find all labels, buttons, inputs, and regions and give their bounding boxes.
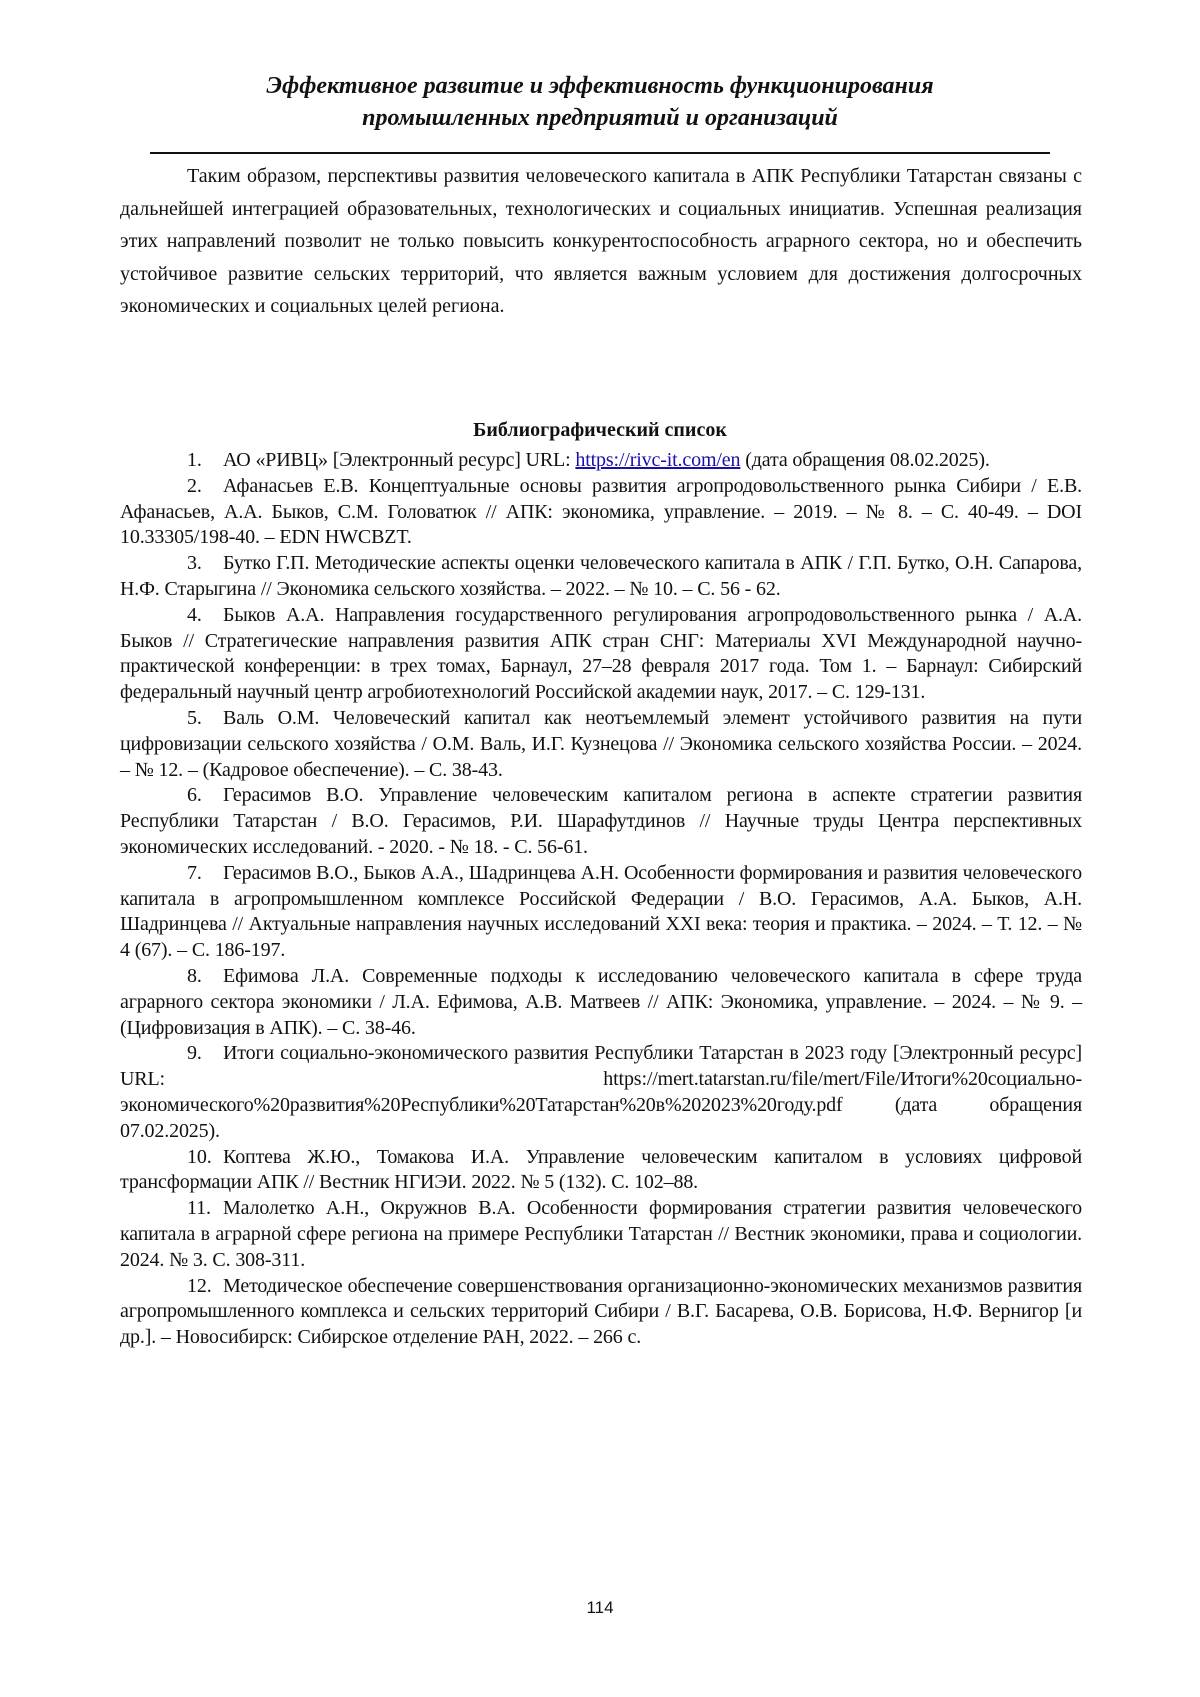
- reference-number: 2.: [187, 474, 202, 497]
- reference-text: Герасимов В.О., Быков А.А., Шадринцева А.Н. Особенности формирования и развития человеческого капитала в агропромышленном комплексе Российской Федерации / В.О. Герасимов, А.А. Быков, А.Н. Шадринцева // Актуальные направления научных исследований XXI века: теория и практика. – 2024. – Т. 12. – № 4 (67). – С. 186-197.: [120, 861, 1082, 962]
- reference-number: 3.: [187, 552, 202, 575]
- reference-item: [120, 706, 1082, 783]
- running-header: [0, 70, 1200, 134]
- reference-list: [120, 448, 1082, 1351]
- reference-number: 1.: [187, 449, 202, 471]
- header-line-2: промышленных предприятий и организаций: [362, 105, 838, 131]
- reference-item: [120, 1196, 1082, 1273]
- reference-text: Быков А.А. Направления государственного регулирования агропродовольственного рынка / А.А. Быков // Стратегические направления развития АПК стран СНГ: Материалы XVI Международной научно-практической конференции: в трех томах, Барнаул, 27–28 февраля 2017 года. Том 1. – Барнаул: Сибирский федеральный научный центр агробиотехнологий Российской академии наук, 2017. – С. 129-131.: [120, 603, 1082, 704]
- reference-number: 5.: [187, 706, 202, 729]
- page-number: 114: [586, 1598, 614, 1617]
- reference-text: Коптева Ж.Ю., Томакова И.А. Управление человеческим капиталом в условиях цифровой трансформации АПК // Вестник НГИЭИ. 2022. № 5 (132). С. 102–88.: [120, 1145, 1082, 1194]
- reference-item: [120, 783, 1082, 860]
- header-line-1: Эффективное развитие и эффективность функционирования: [266, 73, 934, 99]
- reference-item: [120, 448, 1082, 474]
- header-rule: [150, 152, 1050, 154]
- bibliography-heading: Библиографический список: [473, 419, 727, 441]
- reference-number: 11.: [187, 1197, 211, 1220]
- reference-text: Валь О.М. Человеческий капитал как неотъемлемый элемент устойчивого развития на пути цифровизации сельского хозяйства / О.М. Валь, И.Г. Кузнецова // Экономика сельского хозяйства России. – 2024. – № 12. – (Кадровое обеспечение). – С. 38-43.: [120, 706, 1082, 781]
- reference-item: [120, 551, 1082, 603]
- reference-number: 4.: [187, 603, 202, 626]
- conclusion-paragraph: Таким образом, перспективы развития человеческого капитала в АПК Республики Татарстан связаны с дальнейшей интеграцией образовательных, технологических и социальных инициатив. Успешная реализация этих направлений позволит не только повысить конкурентоспособность аграрного сектора, но и обеспечить устойчивое развитие сельских территорий, что является важным условием для достижения долгосрочных экономических и социальных целей региона.: [120, 165, 1082, 317]
- reference-item: [120, 1041, 1082, 1144]
- reference-number: 8.: [187, 964, 202, 987]
- reference-link[interactable]: https://rivc-it.com/en: [575, 449, 741, 471]
- reference-item: [120, 603, 1082, 706]
- reference-item: [120, 1145, 1082, 1197]
- reference-number: 6.: [187, 784, 202, 807]
- reference-item: [120, 1274, 1082, 1351]
- reference-number: 12.: [187, 1274, 212, 1297]
- reference-text: Методическое обеспечение совершенствования организационно-экономических механизмов развития агропромышленного комплекса и сельских территорий Сибири / В.Г. Басарева, О.В. Борисова, Н.Ф. Вернигор [и др.]. – Новосибирск: Сибирское отделение РАН, 2022. – 266 с.: [120, 1274, 1082, 1349]
- reference-text: (дата обращения 08.02.2025).: [740, 449, 990, 471]
- reference-text: Малолетко А.Н., Окружнов В.А. Особенности формирования стратегии развития человеческого капитала в аграрной сфере региона на примере Республики Татарстан // Вестник экономики, права и социологии. 2024. № 3. С. 308-311.: [120, 1197, 1082, 1271]
- reference-item: [120, 861, 1082, 964]
- reference-item: [120, 474, 1082, 551]
- reference-text: Афанасьев Е.В. Концептуальные основы развития агропродовольственного рынка Сибири / Е.В. Афанасьев, А.А. Быков, С.М. Головатюк // АПК: экономика, управление. – 2019. – № 8. – С. 40-49. – DOI 10.33305/198-40. – EDN HWCBZT.: [120, 474, 1082, 549]
- reference-number: 9.: [187, 1042, 202, 1065]
- reference-item: [120, 964, 1082, 1041]
- reference-number: 10.: [187, 1145, 212, 1168]
- reference-text: АО «РИВЦ» [Электронный ресурс] URL:: [223, 449, 576, 471]
- reference-text: Герасимов В.О. Управление человеческим капиталом региона в аспекте стратегии развития Республики Татарстан / В.О. Герасимов, Р.И. Шарафутдинов // Научные труды Центра перспективных экономических исследований. - 2020. - № 18. - С. 56-61.: [120, 784, 1082, 858]
- reference-text: Бутко Г.П. Методические аспекты оценки человеческого капитала в АПК / Г.П. Бутко, О.Н. Сапарова, Н.Ф. Старыгина // Экономика сельского хозяйства. – 2022. – № 10. – С. 56 - 62.: [120, 552, 1082, 600]
- reference-text: Итоги социально-экономического развития Республики Татарстан в 2023 году [Электронный ресурс] URL: https://mert.tatarstan.ru/file/mert/File/Итоги%20социально-экономического%20развития%20Республики%20Татарстан%20в%202023%20году.pdf (дата обращения 07.02.2025).: [120, 1042, 1082, 1142]
- reference-number: 7.: [187, 861, 202, 884]
- reference-text: Ефимова Л.А. Современные подходы к исследованию человеческого капитала в сфере труда аграрного сектора экономики / Л.А. Ефимова, А.В. Матвеев // АПК: Экономика, управление. – 2024. – № 9. – (Цифровизация в АПК). – С. 38-46.: [120, 964, 1082, 1039]
